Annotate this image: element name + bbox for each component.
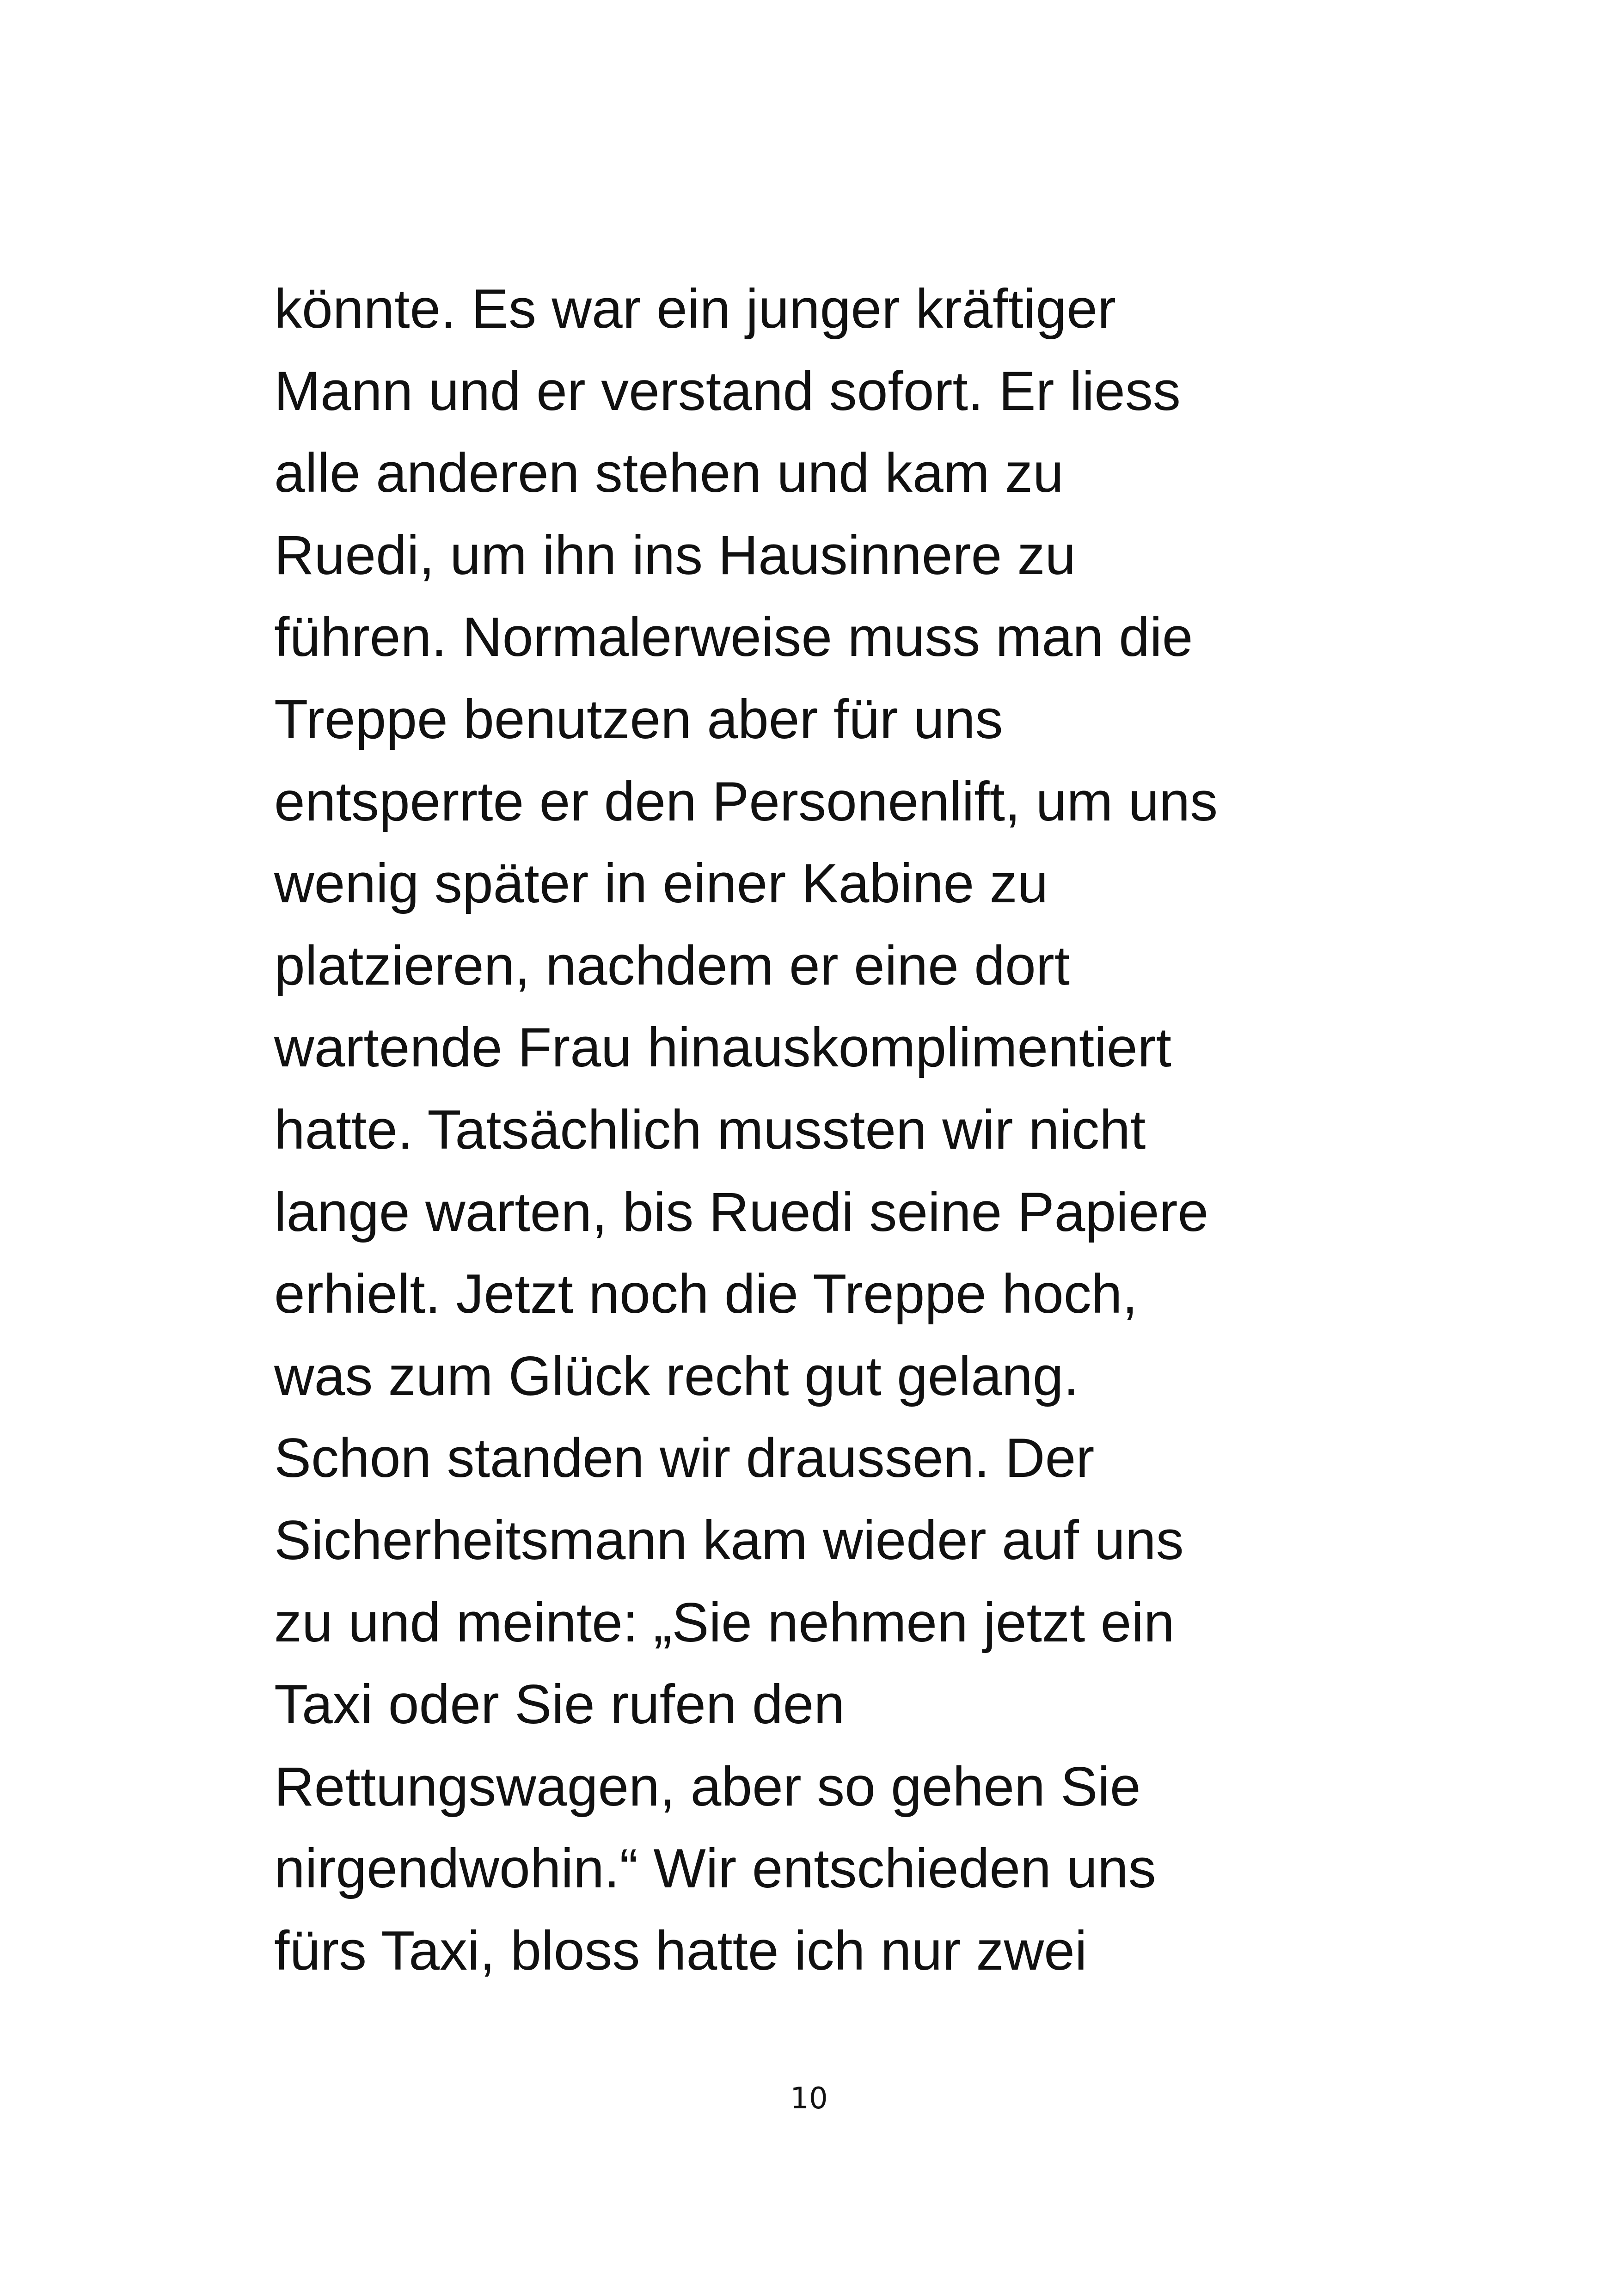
body-text: [274, 268, 1384, 1992]
text-line: Schon standen wir draussen. Der: [274, 1427, 1095, 1489]
text-line: Treppe benutzen aber für uns: [274, 688, 1003, 750]
text-line: erhielt. Jetzt noch die Treppe hoch,: [274, 1263, 1138, 1325]
text-line: nirgendwohin.“ Wir entschieden uns: [274, 1837, 1156, 1900]
text-line: Ruedi, um ihn ins Hausinnere zu: [274, 524, 1076, 586]
text-line: lange warten, bis Ruedi seine Papiere: [274, 1181, 1209, 1243]
text-line: wenig später in einer Kabine zu: [274, 852, 1048, 915]
text-line: Rettungswagen, aber so gehen Sie: [274, 1755, 1141, 1818]
text-line: alle anderen stehen und kam zu: [274, 442, 1064, 504]
text-line: Taxi oder Sie rufen den: [274, 1673, 845, 1736]
text-line: Mann und er verstand sofort. Er liess: [274, 360, 1181, 422]
text-line: hatte. Tatsächlich mussten wir nicht: [274, 1098, 1146, 1161]
text-line: wartende Frau hinauskomplimentiert: [274, 1016, 1171, 1079]
text-line: könnte. Es war ein junger kräftiger: [274, 278, 1116, 340]
text-line: Sicherheitsmann kam wieder auf uns: [274, 1509, 1184, 1571]
text-line: platzieren, nachdem er eine dort: [274, 934, 1070, 997]
text-line: entsperrte er den Personenlift, um uns: [274, 770, 1218, 833]
page-number: 10: [790, 2082, 828, 2116]
text-line: fürs Taxi, bloss hatte ich nur zwei: [274, 1919, 1087, 1982]
text-line: führen. Normalerweise muss man die: [274, 606, 1193, 668]
text-line: was zum Glück recht gut gelang.: [274, 1345, 1079, 1407]
text-line: zu und meinte: „Sie nehmen jetzt ein: [274, 1591, 1175, 1653]
